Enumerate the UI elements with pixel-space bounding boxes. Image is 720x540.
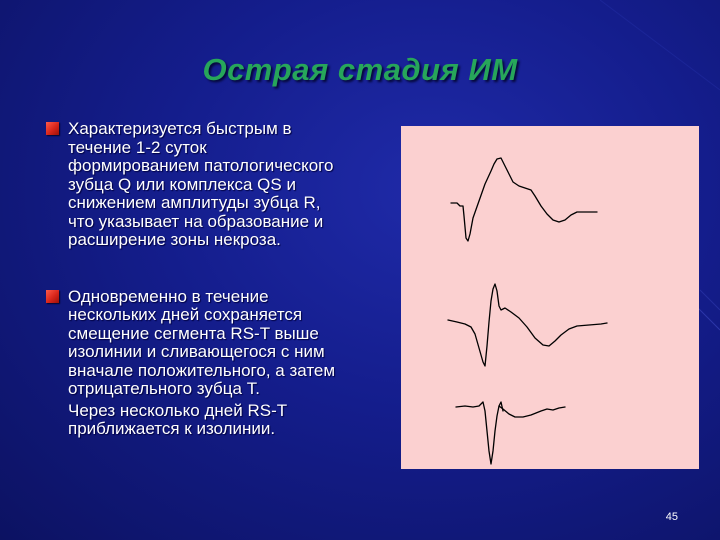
bullet-text: Характеризуется быстрым в течение 1-2 суток формированием патологического зубца Q или комплекса QS и снижением амплитуды зубца R, что указывает на образование и расширение зоны некроза. [68,119,334,249]
continuation-text: Через несколько дней RS-T приближается к изолинии. [68,400,288,438]
bullet-square-icon [46,122,59,135]
bullet-item [46,288,391,399]
bullet-item [46,120,391,250]
bullet-text: Одновременно в течение нескольких дней сохраняется смещение сегмента RS-T выше изолинии и сливающегося с ним вначале положительного, а затем отрицательного зубца Т. [68,286,336,398]
ecg-trace-2 [448,284,607,366]
slide-content [46,120,391,439]
ecg-trace-3 [456,402,565,464]
slide-title: Острая стадия ИМ [202,52,518,87]
ecg-trace-1 [451,158,597,241]
bullet-square-icon [46,290,59,303]
ecg-traces [401,126,699,469]
page-number: 45 [665,511,678,523]
ecg-illustration [401,126,699,469]
